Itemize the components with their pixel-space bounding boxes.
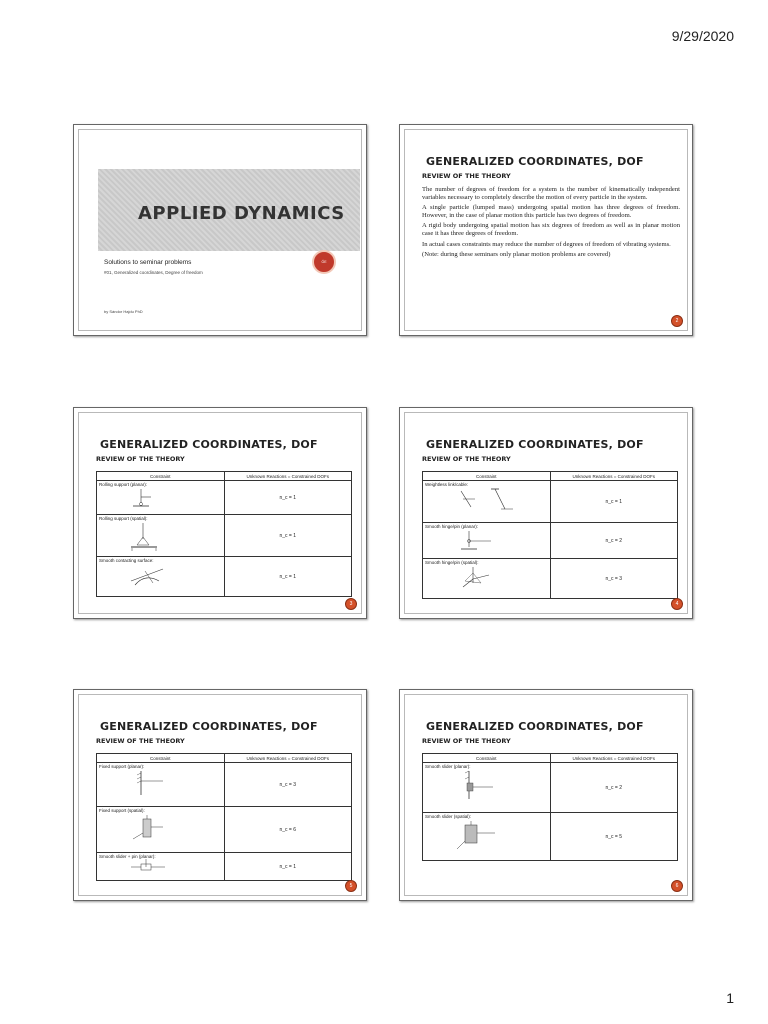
column-header-reactions: Unknown Reactions = Constrained DOFs xyxy=(224,754,352,763)
slide-subtitle-text: REVIEW OF THE THEORY xyxy=(96,455,185,463)
table-row xyxy=(423,481,678,523)
column-header-reactions: Unknown Reactions = Constrained DOFs xyxy=(224,472,352,481)
slide-subtitle-text: REVIEW OF THE THEORY xyxy=(422,172,511,180)
column-header-constraint: Constraint xyxy=(97,754,225,763)
slide-subtitle: Solutions to seminar problems xyxy=(104,259,192,266)
column-header-reactions: Unknown Reactions = Constrained DOFs xyxy=(550,754,678,763)
slide-subtitle-text: REVIEW OF THE THEORY xyxy=(422,737,511,745)
theory-paragraph: In actual cases constraints may reduce the number of degrees of freedom of vibrating systems. xyxy=(422,240,671,248)
contact-surface-diagram-icon xyxy=(129,563,222,589)
fixed-spatial-diagram-icon xyxy=(129,813,222,845)
table-row xyxy=(423,523,678,559)
constrained-dof-value: n_c = 3 xyxy=(224,763,352,807)
constraint-name: Weightless link/cable: xyxy=(425,482,469,487)
constraint-name: Rolling support (spatial): xyxy=(99,516,148,521)
link-cable-diagram-icon xyxy=(455,487,548,513)
column-header-constraint: Constraint xyxy=(423,472,551,481)
constraint-name: Fixed support (planar): xyxy=(99,764,145,769)
table-row xyxy=(97,481,352,515)
column-header-constraint: Constraint xyxy=(97,472,225,481)
column-header-constraint: Constraint xyxy=(423,754,551,763)
constrained-dof-value: n_c = 1 xyxy=(224,515,352,557)
slide-title-text: GENERALIZED COORDINATES, DOF xyxy=(426,438,644,451)
constrained-dof-value: n_c = 1 xyxy=(224,481,352,515)
constrained-dof-value: n_c = 5 xyxy=(550,813,678,861)
slide-number-badge: 3 xyxy=(345,598,357,610)
page-date: 9/29/2020 xyxy=(671,28,734,44)
slide-title-text: GENERALIZED COORDINATES, DOF xyxy=(426,155,644,168)
constrained-dof-value: n_c = 2 xyxy=(550,763,678,813)
constraint-table xyxy=(422,753,678,861)
table-row xyxy=(97,763,352,807)
logo-icon: ÓE xyxy=(312,250,336,274)
constraint-name: Smooth slider + pin (planar): xyxy=(99,854,156,859)
constraint-name: Smooth contacting surface: xyxy=(99,558,154,563)
constraint-table xyxy=(96,753,352,881)
slide-table-5 xyxy=(73,689,367,901)
constraint-name: Rolling support (planar): xyxy=(99,482,148,487)
constrained-dof-value: n_c = 1 xyxy=(224,853,352,881)
slide-title-text: GENERALIZED COORDINATES, DOF xyxy=(100,438,318,451)
slide-table-6 xyxy=(399,689,693,901)
constraint-table xyxy=(96,471,352,597)
constrained-dof-value: n_c = 6 xyxy=(224,807,352,853)
slide-detail: #01, Generalized coordinates, Degree of freedom xyxy=(104,270,203,275)
theory-paragraph: (Note: during these seminars only planar motion problems are covered) xyxy=(422,251,611,259)
constrained-dof-value: n_c = 1 xyxy=(224,557,352,597)
slide-number-badge: 6 xyxy=(671,880,683,892)
hinge-spatial-diagram-icon xyxy=(455,565,548,591)
table-row xyxy=(423,559,678,599)
constraint-name: Smooth slider (planar): xyxy=(425,764,471,769)
constraint-name: Smooth hinge/pin (spatial): xyxy=(425,560,479,565)
slide-number-badge: 2 xyxy=(671,315,683,327)
slide-author: by Sándor Hajdu PhD xyxy=(104,309,143,314)
constrained-dof-value: n_c = 1 xyxy=(550,481,678,523)
table-row xyxy=(423,813,678,861)
slide-title-text: GENERALIZED COORDINATES, DOF xyxy=(426,720,644,733)
theory-paragraph: A rigid body undergoing spatial motion has six degrees of freedom as well as in planar motion case it has three degrees of freedom. xyxy=(422,222,680,237)
slide-heading: APPLIED DYNAMICS xyxy=(138,203,345,224)
slide-title xyxy=(73,124,367,336)
slide-table-3 xyxy=(73,407,367,619)
slide-title-text: GENERALIZED COORDINATES, DOF xyxy=(100,720,318,733)
table-row xyxy=(97,557,352,597)
slide-subtitle-text: REVIEW OF THE THEORY xyxy=(422,455,511,463)
table-row xyxy=(97,853,352,881)
slide-subtitle-text: REVIEW OF THE THEORY xyxy=(96,737,185,745)
fixed-support-diagram-icon xyxy=(129,769,222,797)
constraint-name: Fixed support (spatial): xyxy=(99,808,145,813)
slide-number-badge: 4 xyxy=(671,598,683,610)
table-row xyxy=(423,763,678,813)
slider-planar-diagram-icon xyxy=(455,769,548,803)
slide-theory xyxy=(399,124,693,336)
theory-text xyxy=(422,186,680,262)
column-header-reactions: Unknown Reactions = Constrained DOFs xyxy=(550,472,678,481)
table-row xyxy=(97,807,352,853)
table-row xyxy=(97,515,352,557)
rolling-support-spatial-diagram-icon xyxy=(129,521,222,551)
theory-paragraph: A single particle (lumped mass) undergoing spatial motion has three degrees of freedom. However, in the case of planar motion this particle has two degrees of freedom. xyxy=(422,204,680,219)
constrained-dof-value: n_c = 2 xyxy=(550,523,678,559)
slider-pin-diagram-icon xyxy=(129,859,222,873)
constraint-table xyxy=(422,471,678,599)
rolling-support-diagram-icon xyxy=(129,487,222,509)
constrained-dof-value: n_c = 3 xyxy=(550,559,678,599)
slide-table-4 xyxy=(399,407,693,619)
constraint-name: Smooth slider (spatial): xyxy=(425,814,472,819)
constraint-name: Smooth hinge/pin (planar): xyxy=(425,524,479,529)
theory-paragraph: The number of degrees of freedom for a system is the number of kinematically independent variables necessary to completely describe the motion of every particle in the system. xyxy=(422,186,680,201)
slider-spatial-diagram-icon xyxy=(455,819,548,853)
page-number: 1 xyxy=(726,990,734,1006)
slide-number-badge: 5 xyxy=(345,880,357,892)
hinge-pin-diagram-icon xyxy=(455,529,548,551)
